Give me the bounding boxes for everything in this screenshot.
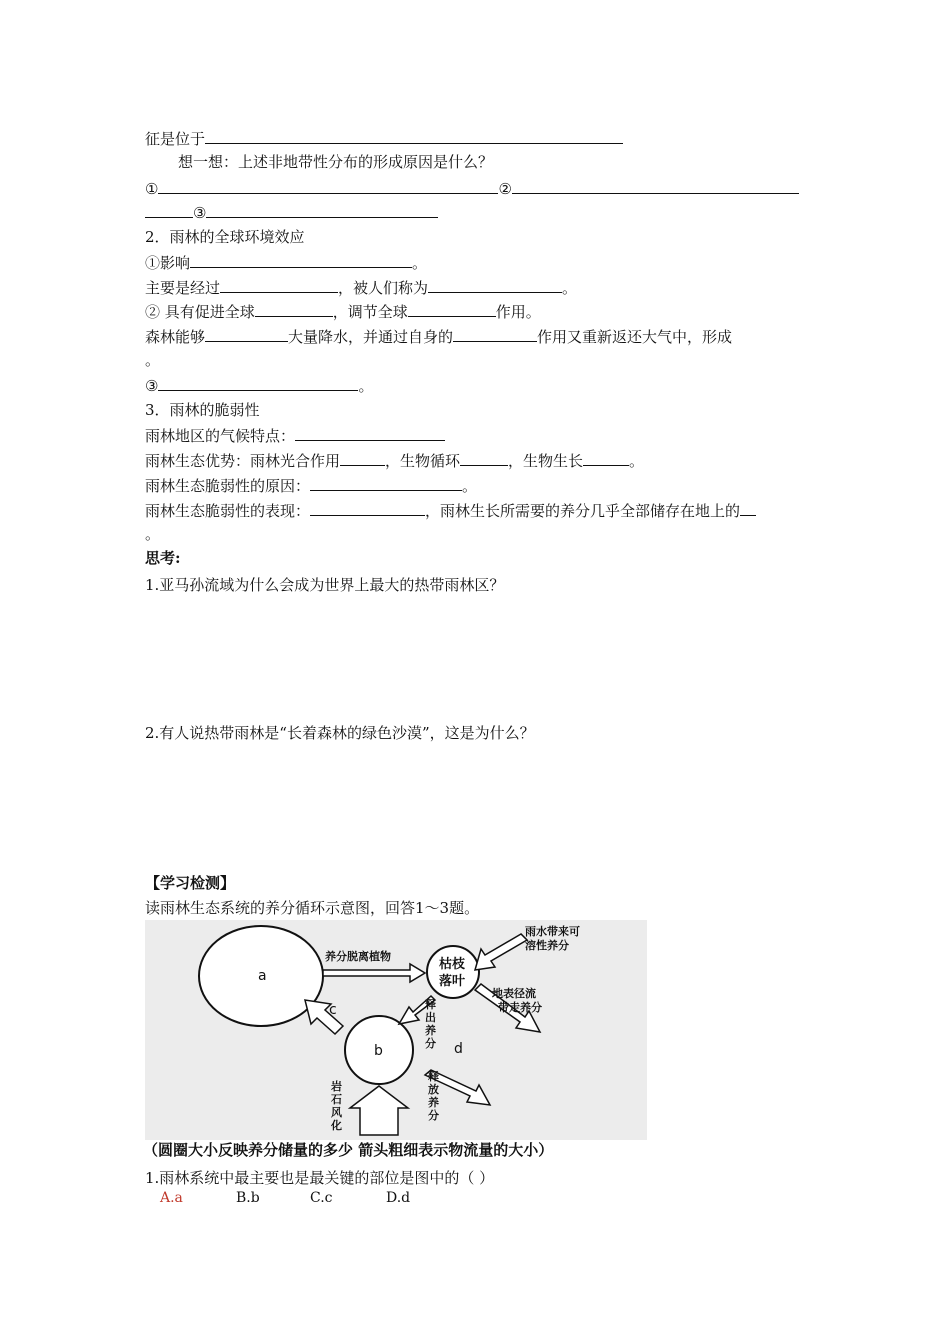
line-2f: ③ 。 <box>145 377 374 395</box>
line-2b: 主要是经过 ，被人们称为 。 <box>145 279 578 297</box>
nutrient-cycle-diagram <box>145 920 647 1140</box>
diagram-caption: （圆圈大小反映养分储量的多少 箭头粗细表示物流量的大小） <box>143 1141 554 1159</box>
svg-text:出: 出 <box>425 1011 436 1024</box>
label-litter-1: 枯枝 <box>439 957 466 972</box>
blank[interactable] <box>340 450 385 466</box>
question-2: 2.有人说热带雨林是“长着森林的绿色沙漠”，这是为什么？ <box>145 724 535 742</box>
line-2d: 森林能够 大量降水，并通过自身的 作用又重新返还大气中，形成 <box>145 328 733 346</box>
circle-litter <box>427 946 479 998</box>
line-2e: 。 <box>145 351 161 369</box>
line-causes: ① ② <box>145 178 799 199</box>
label-rain-2: 溶性养分 <box>525 939 569 952</box>
section-2-title: 2．雨林的全球环境效应 <box>145 228 305 246</box>
blank[interactable] <box>740 500 756 516</box>
blank[interactable] <box>206 202 438 218</box>
label-litter-2: 落叶 <box>439 974 466 989</box>
label-d: d <box>454 1041 463 1057</box>
label-nutrients-leave: 养分脱离植物 <box>325 950 391 963</box>
mc-options <box>160 1188 410 1208</box>
read-instruction: 读雨林生态系统的养分循环示意图，回答1～3题。 <box>145 899 480 917</box>
line-3a: 雨林地区的气候特点： <box>145 425 445 446</box>
line-3e: 。 <box>145 525 161 543</box>
blank[interactable] <box>295 425 445 441</box>
label-rain-1: 雨水带来可 <box>525 925 580 938</box>
blank[interactable] <box>460 450 508 466</box>
svg-text:分: 分 <box>425 1037 436 1050</box>
line-2a: ①影响 。 <box>145 254 428 272</box>
svg-text:石: 石 <box>331 1093 342 1106</box>
blank[interactable] <box>220 277 338 293</box>
svg-text:放: 放 <box>428 1083 439 1096</box>
blank[interactable] <box>428 277 562 293</box>
line-causes-2: ③ <box>145 202 438 223</box>
blank[interactable] <box>205 326 288 342</box>
svg-text:释: 释 <box>428 1070 439 1083</box>
line-2c: ② 具有促进全球 ，调节全球 作用。 <box>145 303 541 321</box>
blank[interactable] <box>453 326 537 342</box>
blank[interactable] <box>583 450 629 466</box>
label-runoff-2: 带走养分 <box>498 1001 542 1014</box>
line-3c: 雨林生态脆弱性的原因： 。 <box>145 477 478 495</box>
blank[interactable] <box>310 475 462 491</box>
label-b: b <box>374 1043 383 1059</box>
blank[interactable] <box>310 500 425 516</box>
blank[interactable] <box>158 178 498 194</box>
section-3-title: 3．雨林的脆弱性 <box>145 401 260 419</box>
question-1: 1.亚马孙流域为什么会成为世界上最大的热带雨林区？ <box>145 576 505 594</box>
svg-text:释: 释 <box>425 998 436 1011</box>
option-d[interactable]: D.d <box>386 1190 411 1206</box>
option-c[interactable]: C.c <box>310 1190 333 1206</box>
line-1: 征是位于 <box>145 128 623 149</box>
label-runoff-1: 地表径流 <box>492 987 536 1000</box>
svg-text:分: 分 <box>428 1109 439 1122</box>
svg-text:风: 风 <box>331 1106 342 1119</box>
svg-text:养: 养 <box>428 1096 439 1109</box>
line-3d: 雨林生态脆弱性的表现： ，雨林生长所需要的养分几乎全部储存在地上的 <box>145 500 756 521</box>
blank[interactable] <box>158 375 358 391</box>
label-c: c <box>329 1002 337 1018</box>
label-a: a <box>258 968 267 984</box>
mc-question-1: 1.雨林系统中最主要也是最关键的部位是图中的（ ） <box>145 1169 495 1187</box>
svg-text:岩: 岩 <box>331 1080 342 1093</box>
blank[interactable] <box>408 301 496 317</box>
blank[interactable] <box>512 178 799 194</box>
blank[interactable] <box>190 252 412 268</box>
think-prompt: 想一想：上述非地带性分布的形成原因是什么？ <box>178 153 494 171</box>
option-b[interactable]: B.b <box>236 1190 260 1206</box>
check-heading: 【学习检测】 <box>145 874 236 892</box>
line-3b: 雨林生态优势：雨林光合作用 ，生物循环 ，生物生长 。 <box>145 452 645 470</box>
svg-text:化: 化 <box>331 1119 342 1132</box>
blank[interactable] <box>255 301 333 317</box>
blank[interactable] <box>205 128 623 144</box>
think-heading: 思考: <box>145 549 181 567</box>
svg-text:养: 养 <box>425 1024 436 1037</box>
option-a[interactable]: A.a <box>160 1190 183 1206</box>
blank[interactable] <box>145 202 193 218</box>
